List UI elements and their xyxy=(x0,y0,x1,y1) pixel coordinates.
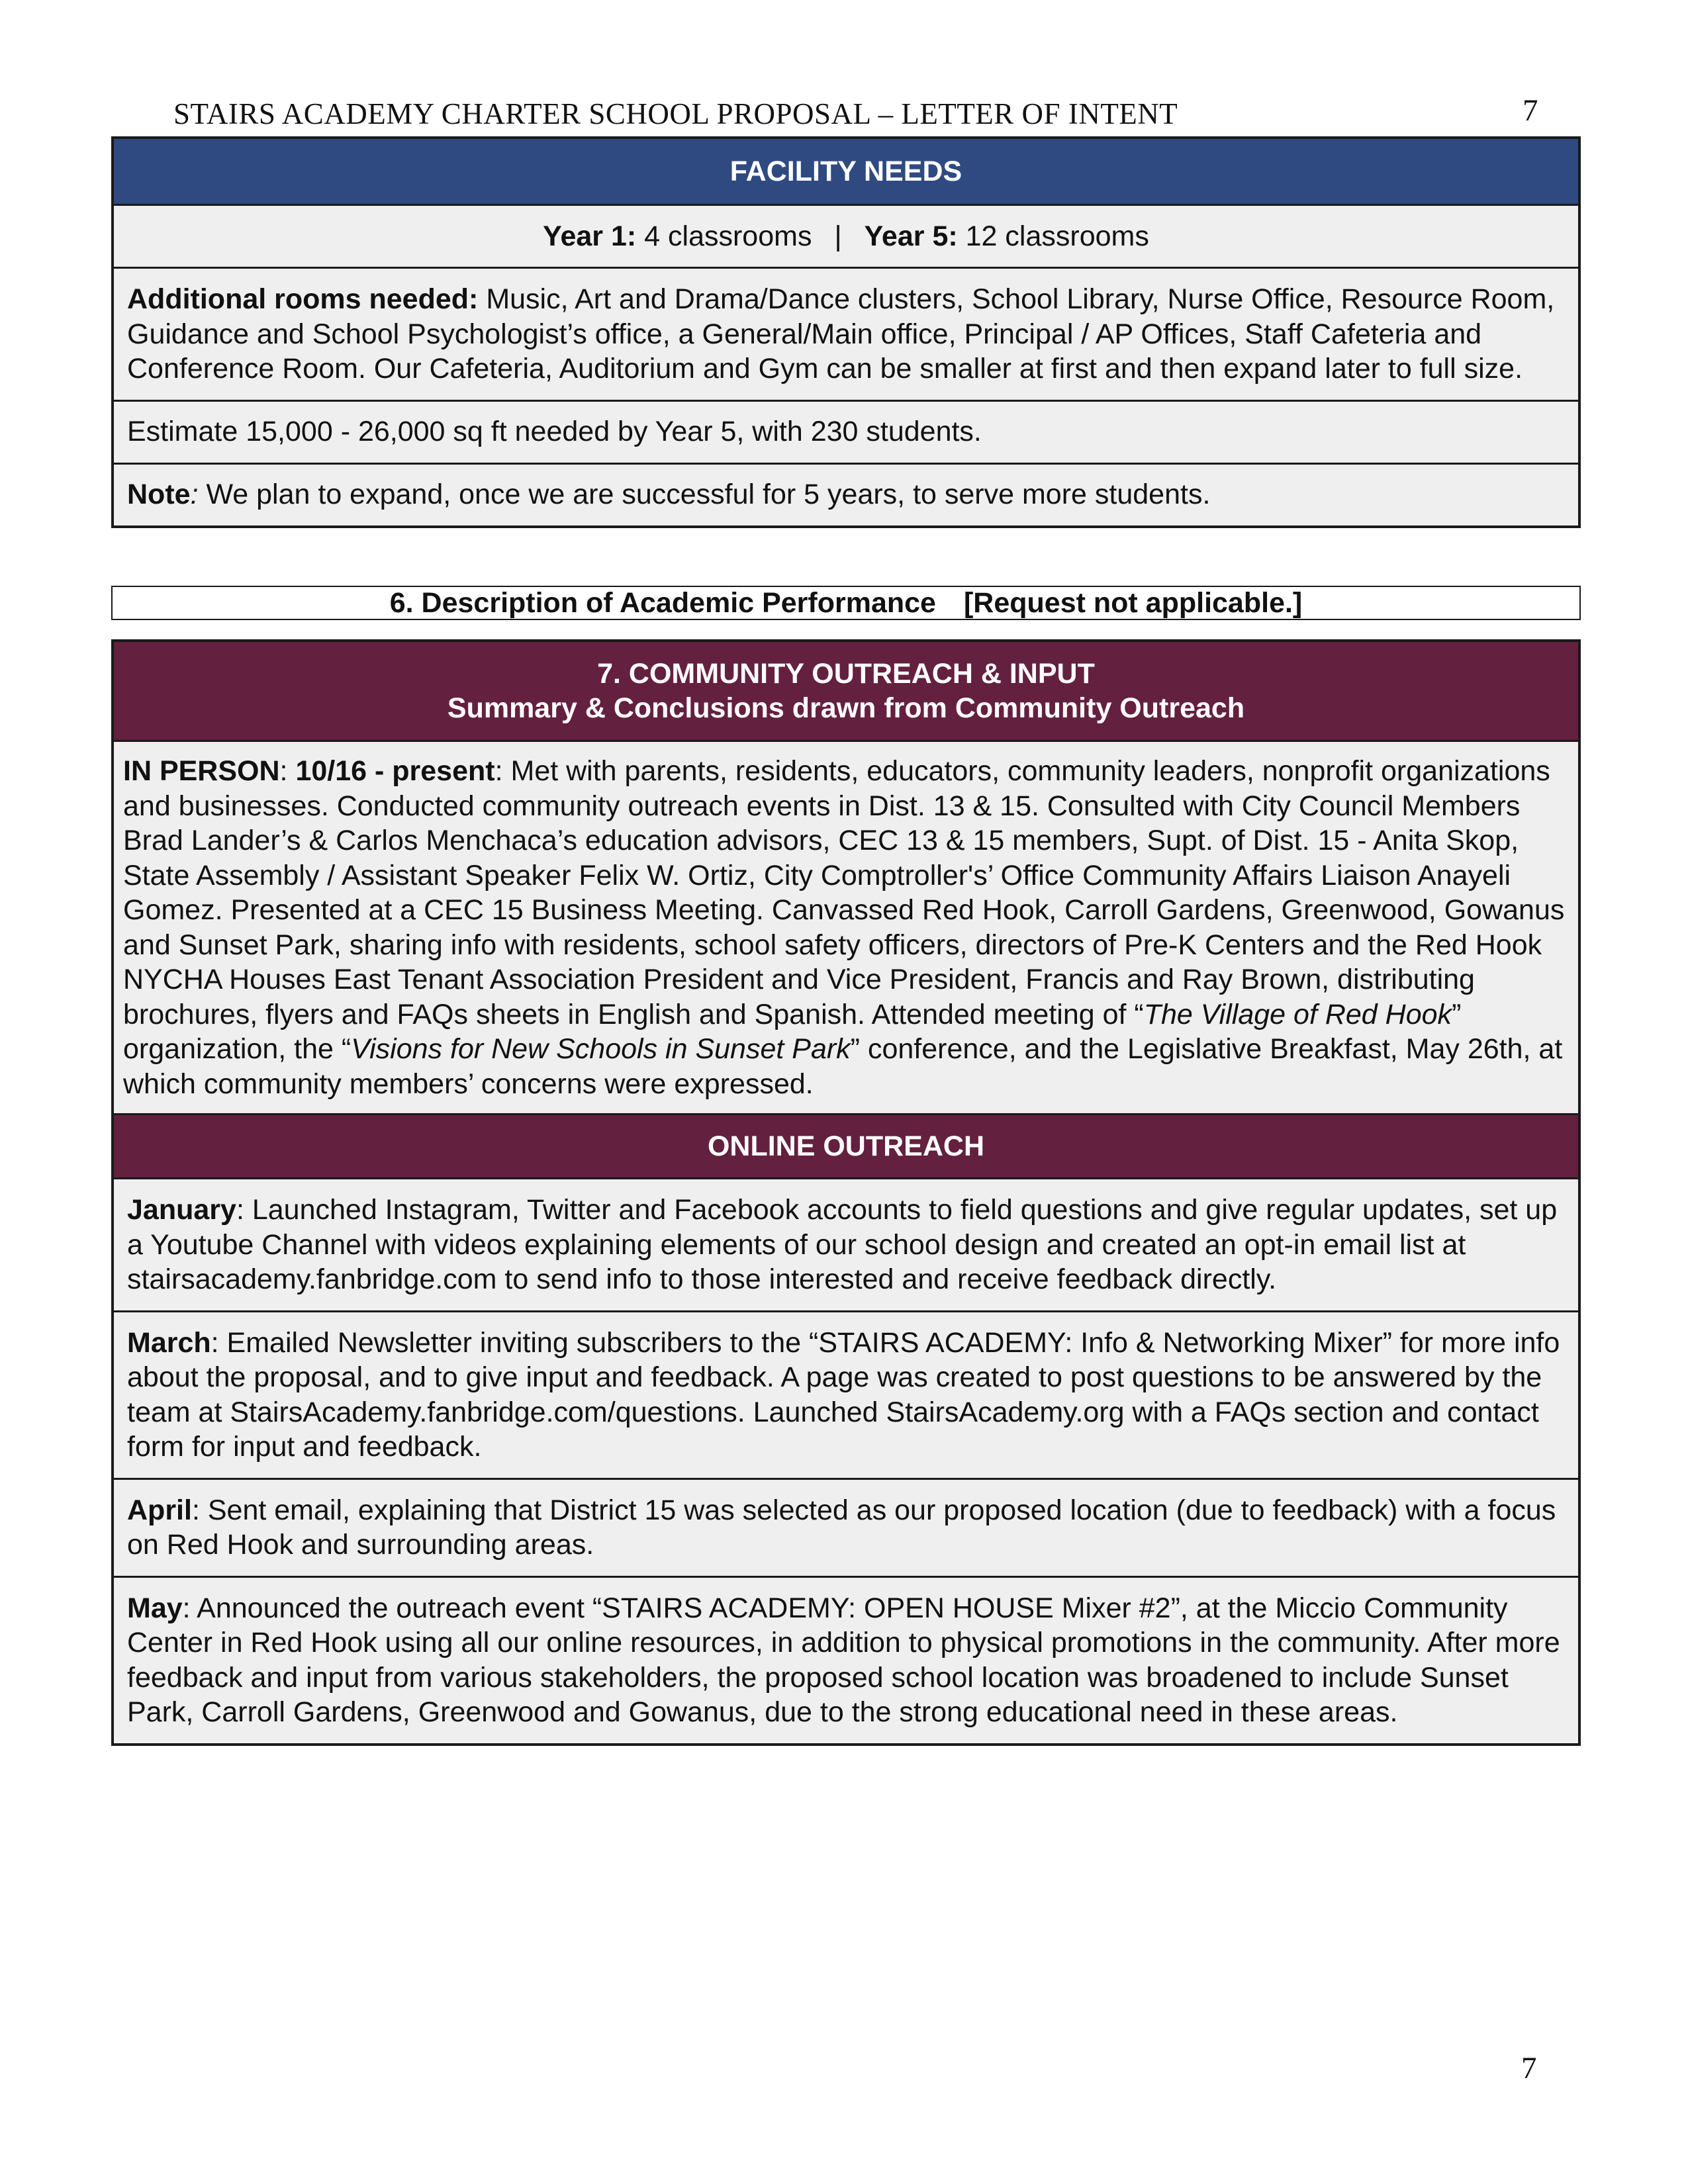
online-entry-april xyxy=(113,1479,1579,1576)
in-person-outreach-cell xyxy=(113,741,1579,1115)
online-entry-january xyxy=(113,1179,1579,1312)
village-of-red-hook: The Village of Red Hook xyxy=(1143,998,1452,1030)
entry-text: : Sent email, explaining that District 15 was selected as our proposed location (due to feedback) with a focus on Red Hook and surrounding areas. xyxy=(127,1494,1556,1561)
month-label: March xyxy=(127,1326,211,1359)
expansion-note-cell xyxy=(113,463,1579,527)
page-number-bottom: 7 xyxy=(1521,2051,1537,2085)
running-header-title: STAIRS ACADEMY CHARTER SCHOOL PROPOSAL – LETTER OF INTENT xyxy=(173,97,1178,130)
area-estimate-cell: Estimate 15,000 - 26,000 sq ft needed by Year 5, with 230 students. xyxy=(113,400,1579,463)
note-label: Note xyxy=(127,478,191,511)
online-entry-march xyxy=(113,1311,1579,1479)
academic-performance-label: 6. Description of Academic Performance xyxy=(389,587,936,619)
year5-label: Year 5: xyxy=(864,220,958,252)
additional-rooms-text: Music, Art and Drama/Dance clusters, School Library, Nurse Office, Resource Room, Guidance and School Psychologist’s office, a General/Main office, Principal / AP Offices, Staff Cafeteria and Conference Room. Our Cafeteria, Auditorium and Gym can be smaller at first and then expand later to full size. xyxy=(127,283,1555,385)
note-text: We plan to expand, once we are successful for 5 years, to serve more students. xyxy=(198,478,1211,511)
year-separator: | xyxy=(834,220,842,252)
entry-text: : Announced the outreach event “STAIRS ACADEMY: OPEN HOUSE Mixer #2”, at the Miccio Community Center in Red Hook using all our online resources, in addition to physical promotions in the community. After more feedback and input from various stakeholders, the proposed school location was broadened to include Sunset Park, Carroll Gardens, Greenwood and Gowanus, due to the strong educational need in these areas. xyxy=(127,1592,1560,1728)
facility-needs-table xyxy=(111,136,1581,528)
month-label: January xyxy=(127,1194,236,1226)
visions-for-new-schools: Visions for New Schools in Sunset Park xyxy=(351,1033,851,1065)
academic-performance-cell xyxy=(112,586,1580,619)
online-outreach-heading: ONLINE OUTREACH xyxy=(113,1115,1579,1179)
academic-performance-status: [Request not applicable.] xyxy=(963,587,1303,619)
entry-text: : Emailed Newsletter inviting subscribers to the “STAIRS ACADEMY: Info & Networking Mixer” for more info about the proposal, and to give input and feedback. A page was created to post questions to be answered by the team at StairsAcademy.fanbridge.com/questions. Launched StairsAcademy.org with a FAQs section and contact form for input and feedback. xyxy=(127,1326,1560,1463)
community-outreach-subtitle: Summary & Conclusions drawn from Community Outreach xyxy=(447,692,1245,724)
year1-label: Year 1: xyxy=(543,220,637,252)
community-outreach-table xyxy=(111,639,1581,1746)
community-outreach-heading xyxy=(113,641,1579,741)
online-entry-may xyxy=(113,1576,1579,1745)
page-number-top: 7 xyxy=(1523,93,1538,128)
month-label: May xyxy=(127,1592,183,1624)
in-person-text: : Met with parents, residents, educators, community leaders, nonprofit organizations and businesses. Conducted community outreach events in Dist. 13 & 15. Consulted with City Council Members Brad Lander’s & Carlos Menchaca’s education advisors, CEC 13 & 15 members, Supt. of Dist. 15 - Anita Skop, State Assembly / Assistant Speaker Felix W. Ortiz, City Comptroller's’ Office Community Affairs Liaison Anayeli Gomez. Presented at a CEC 15 Business Meeting. Canvassed Red Hook, Carroll Gardens, Greenwood, Gowanus and Sunset Park, sharing info with residents, school safety officers, directors of Pre-K Centers and the Red Hook NYCHA Houses East Tenant Association President and Vice President, Francis and Ray Brown, distributing brochures, flyers and FAQs sheets in English and Spanish. Attended meeting of “ xyxy=(123,755,1565,1030)
classroom-counts-cell xyxy=(113,205,1579,268)
month-label: April xyxy=(127,1494,192,1526)
academic-performance-bar xyxy=(111,586,1581,620)
facility-needs-heading: FACILITY NEEDS xyxy=(113,138,1579,205)
additional-rooms-label: Additional rooms needed: xyxy=(127,283,479,315)
entry-text: : Launched Instagram, Twitter and Facebook accounts to field questions and give regular updates, set up a Youtube Channel with videos explaining elements of our school design and created an opt-in email list at stairsacademy.fanbridge.com to send info to those interested and receive feedback directly. xyxy=(127,1194,1558,1295)
note-colon: : xyxy=(190,478,199,511)
community-outreach-title: 7. COMMUNITY OUTREACH & INPUT xyxy=(597,657,1095,690)
in-person-label: IN PERSON xyxy=(123,755,280,787)
year1-value: 4 classrooms xyxy=(636,220,812,252)
additional-rooms-cell xyxy=(113,268,1579,401)
year5-value: 12 classrooms xyxy=(957,220,1149,252)
in-person-text-3: ” conference, and the Legislative Breakfast, May 26th, at which community members’ concerns were expressed. xyxy=(123,1033,1563,1100)
in-person-dates: 10/16 - present xyxy=(295,755,495,787)
in-person-colon: : xyxy=(279,755,296,787)
in-person-text-2: ” organization, the “ xyxy=(123,998,1462,1065)
